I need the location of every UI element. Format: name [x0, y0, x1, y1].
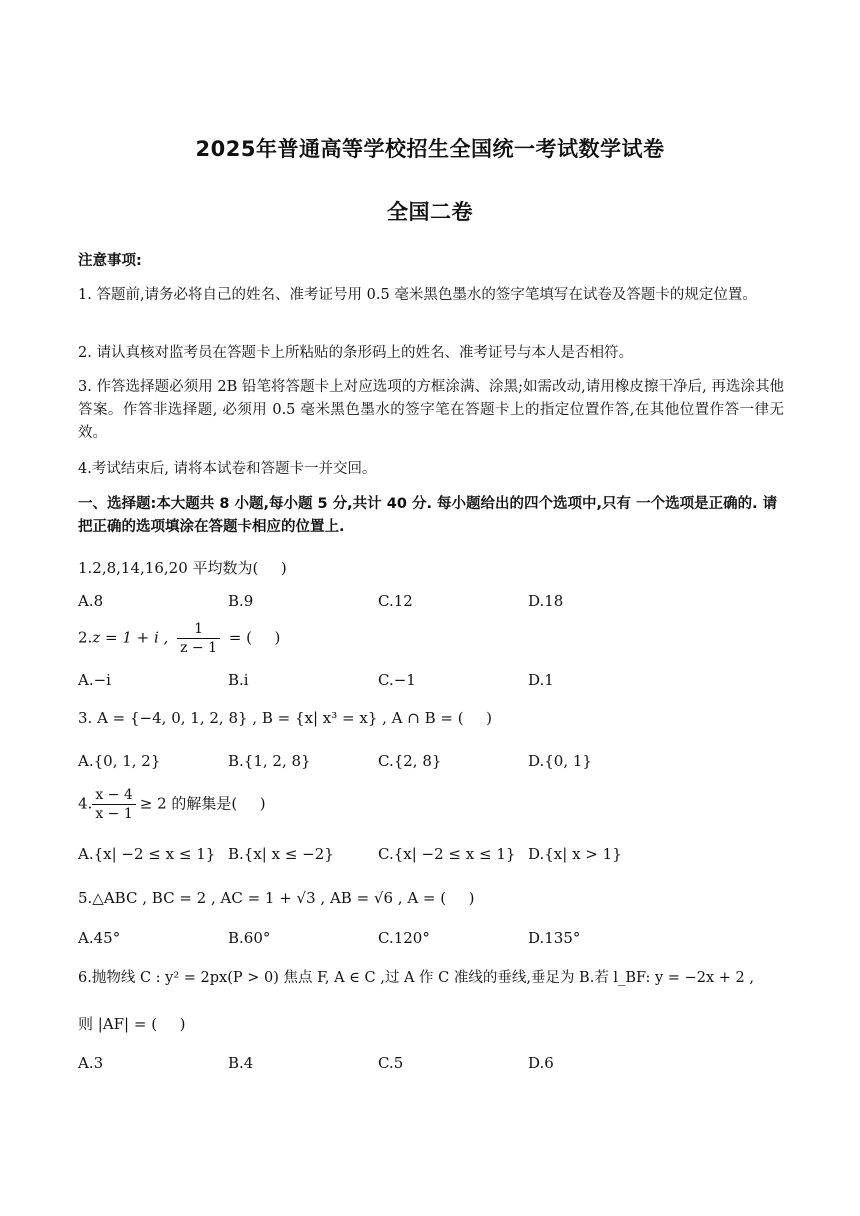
question-3-options: [78, 752, 778, 774]
question-2-options: [78, 671, 778, 693]
option-a: A.3: [78, 1054, 104, 1072]
question-6-line-2: 则 |AF| = ( ): [78, 1015, 186, 1033]
option-c: C.120°: [378, 929, 430, 947]
section-1-instructions: 一、选择题:本大题共 8 小题,每小题 5 分,共计 40 分. 每小题给出的四个选项中,只有 一个选项是正确的. 请把正确的选项填涂在答题卡相应的位置上.: [78, 496, 778, 535]
notice-item-1: 1. 答题前,请务必将自己的姓名、准考证号用 0.5 毫米黑色墨水的签字笔填写在试卷及答题卡的规定位置。: [78, 287, 757, 303]
question-1-options: [78, 592, 778, 614]
option-d: D.135°: [528, 929, 581, 947]
option-c: C.5: [378, 1054, 404, 1072]
question-4-tail: ≥ 2 的解集是( ): [139, 794, 266, 813]
fraction-denominator: x − 1: [95, 806, 133, 822]
question-4-number: 4.: [78, 794, 93, 813]
fraction-denominator: z − 1: [180, 640, 218, 656]
option-d: D.6: [528, 1054, 554, 1072]
option-d: D.1: [528, 671, 554, 689]
question-6-options: [78, 1054, 778, 1076]
option-b: B.60°: [228, 929, 271, 947]
option-d: D.{x| x > 1}: [528, 845, 622, 863]
option-c: C.{x| −2 ≤ x ≤ 1}: [378, 845, 516, 863]
option-a: A.45°: [78, 929, 121, 947]
fraction-numerator: 1: [177, 620, 220, 639]
question-5-options: [78, 929, 778, 951]
option-a: A.8: [78, 592, 104, 610]
option-c: C.12: [378, 592, 413, 610]
option-b: B.4: [228, 1054, 254, 1072]
question-1: 1.2,8,14,16,20 平均数为( ): [78, 559, 287, 577]
option-d: D.18: [528, 592, 564, 610]
question-2-z-definition: z = 1 + i ,: [92, 628, 169, 647]
option-a: A.{0, 1, 2}: [78, 752, 161, 770]
notice-heading: 注意事项:: [78, 253, 142, 269]
option-c: C.−1: [378, 671, 416, 689]
question-2-fraction: [177, 620, 220, 657]
option-b: B.9: [228, 592, 254, 610]
option-a: A.{x| −2 ≤ x ≤ 1}: [78, 845, 216, 863]
notice-item-3: 3. 作答选择题必须用 2B 铅笔将答题卡上对应选项的方框涂满、涂黑;如需改动,请用橡皮擦干净后, 再选涂其他答案。作答非选择题, 必须用 0.5 毫米黑色墨水的签字笔在答题卡上的指定位置作答,在其他位置作答一律无效。: [78, 379, 784, 441]
option-b: B.i: [228, 671, 249, 689]
question-4-fraction: [92, 786, 135, 823]
notice-item-4: 4.考试结束后, 请将本试卷和答题卡一并交回。: [78, 461, 377, 477]
fraction-numerator: x − 4: [92, 786, 135, 805]
option-b: B.{x| x ≤ −2}: [228, 845, 334, 863]
question-6: 6.抛物线 C : y² = 2px(P > 0) 焦点 F, A ∈ C ,过 A 作 C 准线的垂线,垂足为 B.若 l_BF: y = −2x + 2 ,: [78, 970, 754, 986]
option-d: D.{0, 1}: [528, 752, 592, 770]
exam-title: 2025年普通高等学校招生全国统一考试数学试卷: [195, 137, 665, 161]
option-b: B.{1, 2, 8}: [228, 752, 311, 770]
option-c: C.{2, 8}: [378, 752, 442, 770]
notice-item-2: 2. 请认真核对监考员在答题卡上所粘贴的条形码上的姓名、准考证号与本人是否相符。: [78, 345, 633, 361]
exam-subtitle: 全国二卷: [387, 200, 473, 224]
question-5: 5.△ABC , BC = 2 , AC = 1 + √3 , AB = √6 , A = ( ): [78, 889, 475, 907]
option-a: A.−i: [78, 671, 111, 689]
question-4: [78, 786, 266, 823]
question-3: 3. A = {−4, 0, 1, 2, 8} , B = {x| x³ = x} , A ∩ B = ( ): [78, 709, 492, 727]
question-2: [78, 620, 280, 657]
question-2-number: 2.: [78, 628, 93, 647]
question-2-tail: = ( ): [228, 628, 281, 647]
question-4-options: [78, 845, 778, 867]
